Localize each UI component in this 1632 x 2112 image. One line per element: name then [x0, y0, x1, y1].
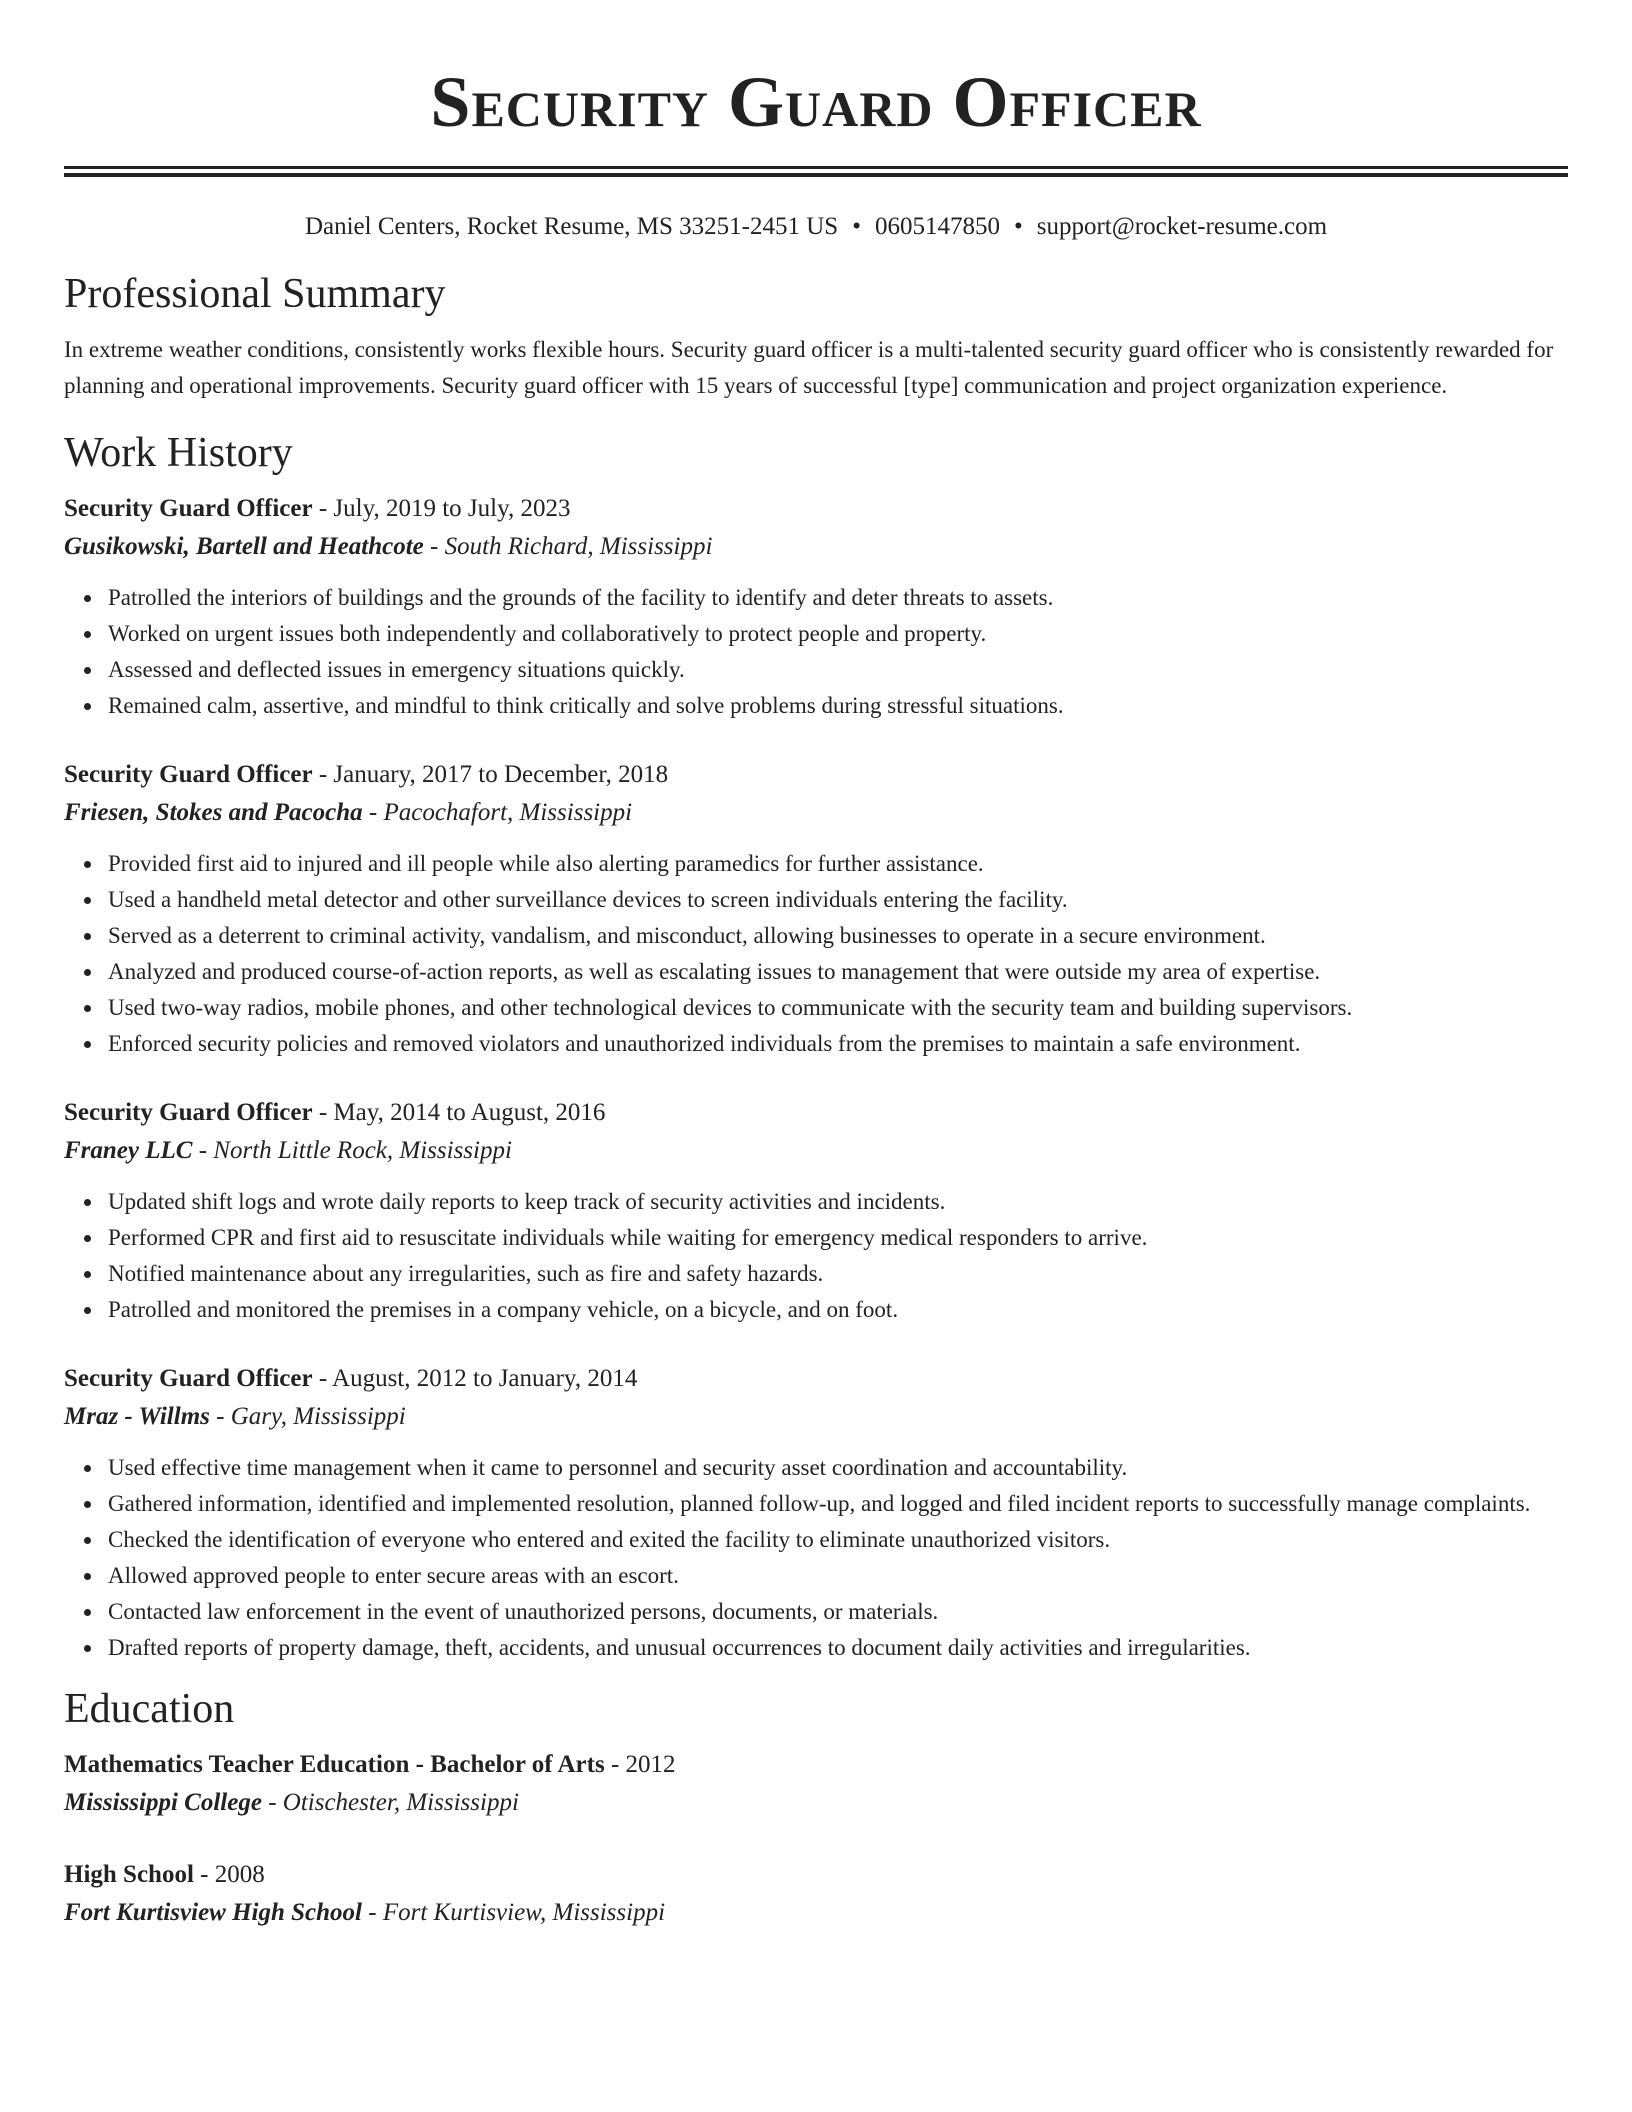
resume-title: Security Guard Officer: [430, 62, 1202, 142]
job-bullets: [64, 1184, 1568, 1328]
contact-separator: •: [852, 213, 861, 240]
job-dates: August, 2012 to January, 2014: [332, 1365, 638, 1392]
dash-separator: -: [261, 1789, 283, 1816]
job-company-line: [64, 528, 1568, 566]
job-bullet: Served as a deterrent to criminal activity, vandalism, and misconduct, allowing businesses to operate in a secure environment.: [108, 918, 1568, 954]
job-bullet: Worked on urgent issues both independently and collaboratively to protect people and property.: [108, 616, 1568, 652]
job-location: North Little Rock, Mississippi: [213, 1137, 512, 1164]
job-company-line: [64, 1132, 1568, 1170]
job-bullet: Patrolled the interiors of buildings and the grounds of the facility to identify and deter threats to assets.: [108, 580, 1568, 616]
contact-separator: •: [1013, 213, 1023, 240]
job-role: Security Guard Officer: [64, 761, 313, 788]
dash-separator: -: [604, 1751, 626, 1778]
education-entry: [64, 1856, 1568, 1932]
dash-separator: -: [362, 799, 384, 826]
dash-separator: -: [312, 495, 334, 522]
job-role: Security Guard Officer: [64, 1365, 313, 1392]
job-bullet: Analyzed and produced course-of-action reports, as well as escalating issues to management that were outside my area of expertise.: [108, 954, 1568, 990]
education-location: Otischester, Mississippi: [282, 1789, 519, 1816]
education-school: Mississippi College: [64, 1789, 262, 1816]
job-bullet: Allowed approved people to enter secure areas with an escort.: [108, 1558, 1568, 1594]
education-degree: High School: [64, 1861, 194, 1888]
education-year: 2012: [625, 1751, 676, 1778]
job-bullets: [64, 580, 1568, 724]
job-title-line: [64, 1094, 1568, 1132]
dash-separator: -: [312, 761, 334, 788]
education-school-line: [64, 1784, 1568, 1822]
job-company: Friesen, Stokes and Pacocha: [64, 799, 363, 826]
job-company-line: [64, 1398, 1568, 1436]
job-title-line: [64, 490, 1568, 528]
education-location: Fort Kurtisview, Mississippi: [382, 1899, 666, 1926]
dash-separator: -: [193, 1861, 215, 1888]
job-bullets: [64, 1450, 1568, 1666]
job-dates: January, 2017 to December, 2018: [333, 761, 669, 788]
section-heading-summary: Professional Summary: [64, 271, 446, 317]
section-heading-work-history: Work History: [64, 430, 293, 476]
section-heading-education: Education: [64, 1686, 235, 1732]
contact-address: Daniel Centers, Rocket Resume, MS 33251-2451 US: [304, 213, 839, 240]
job-bullet: Gathered information, identified and implemented resolution, planned follow-up, and logged and filed incident reports to successfully manage complaints.: [108, 1486, 1568, 1522]
job-title-line: [64, 1360, 1568, 1398]
job-entry: [64, 1360, 1568, 1666]
job-bullet: Used a handheld metal detector and other surveillance devices to screen individuals entering the facility.: [108, 882, 1568, 918]
job-role: Security Guard Officer: [64, 1099, 313, 1126]
job-bullet: Patrolled and monitored the premises in a company vehicle, on a bicycle, and on foot.: [108, 1292, 1568, 1328]
education-degree-line: [64, 1856, 1568, 1894]
job-title-line: [64, 756, 1568, 794]
job-bullets: [64, 846, 1568, 1062]
job-company-line: [64, 794, 1568, 832]
job-bullet: Used effective time management when it came to personnel and security asset coordination and accountability.: [108, 1450, 1568, 1486]
job-bullet: Checked the identification of everyone who entered and exited the facility to eliminate unauthorized visitors.: [108, 1522, 1568, 1558]
job-bullet: Enforced security policies and removed violators and unauthorized individuals from the premises to maintain a safe environment.: [108, 1026, 1568, 1062]
job-dates: July, 2019 to July, 2023: [333, 495, 571, 522]
job-company: Mraz - Willms: [64, 1403, 210, 1430]
job-role: Security Guard Officer: [64, 495, 313, 522]
job-company: Franey LLC: [64, 1137, 193, 1164]
summary-text: In extreme weather conditions, consistently works flexible hours. Security guard officer is a multi-talented security guard officer who is consistently rewarded for planning and operational improvements. Security guard officer with 15 years of successful [type] communication and project organization experience.: [64, 337, 1554, 398]
dash-separator: -: [192, 1137, 214, 1164]
job-bullet: Updated shift logs and wrote daily reports to keep track of security activities and incidents.: [108, 1184, 1568, 1220]
job-location: Gary, Mississippi: [230, 1403, 406, 1430]
job-bullet: Remained calm, assertive, and mindful to think critically and solve problems during stressful situations.: [108, 688, 1568, 724]
dash-separator: -: [362, 1899, 383, 1926]
education-school-line: [64, 1894, 1568, 1932]
job-location: South Richard, Mississippi: [444, 533, 713, 560]
dash-separator: -: [423, 533, 445, 560]
dash-separator: -: [312, 1099, 334, 1126]
education-year: 2008: [214, 1861, 265, 1888]
job-bullet: Assessed and deflected issues in emergency situations quickly.: [108, 652, 1568, 688]
job-bullet: Provided first aid to injured and ill people while also alerting paramedics for further assistance.: [108, 846, 1568, 882]
job-entry: [64, 756, 1568, 1062]
dash-separator: -: [209, 1403, 231, 1430]
education-entry: [64, 1746, 1568, 1822]
job-bullet: Used two-way radios, mobile phones, and other technological devices to communicate with the security team and building supervisors.: [108, 990, 1568, 1026]
job-entry: [64, 1094, 1568, 1328]
title-divider: [64, 166, 1568, 177]
job-location: Pacochafort, Mississippi: [383, 799, 633, 826]
education-degree-line: [64, 1746, 1568, 1784]
contact-phone: 0605147850: [874, 213, 1000, 240]
education-school: Fort Kurtisview High School: [64, 1899, 362, 1926]
job-bullet: Contacted law enforcement in the event of unauthorized persons, documents, or materials.: [108, 1594, 1568, 1630]
education-degree: Mathematics Teacher Education - Bachelor of Arts: [64, 1751, 605, 1778]
job-bullet: Performed CPR and first aid to resuscitate individuals while waiting for emergency medical responders to arrive.: [108, 1220, 1568, 1256]
job-bullet: Notified maintenance about any irregularities, such as fire and safety hazards.: [108, 1256, 1568, 1292]
contact-email[interactable]: support@rocket-resume.com: [1036, 213, 1328, 240]
contact-line: [64, 211, 1568, 243]
job-company: Gusikowski, Bartell and Heathcote: [64, 533, 424, 560]
job-bullet: Drafted reports of property damage, theft, accidents, and unusual occurrences to document daily activities and irregularities.: [108, 1630, 1568, 1666]
job-entry: [64, 490, 1568, 724]
job-dates: May, 2014 to August, 2016: [333, 1099, 606, 1126]
dash-separator: -: [312, 1365, 333, 1392]
